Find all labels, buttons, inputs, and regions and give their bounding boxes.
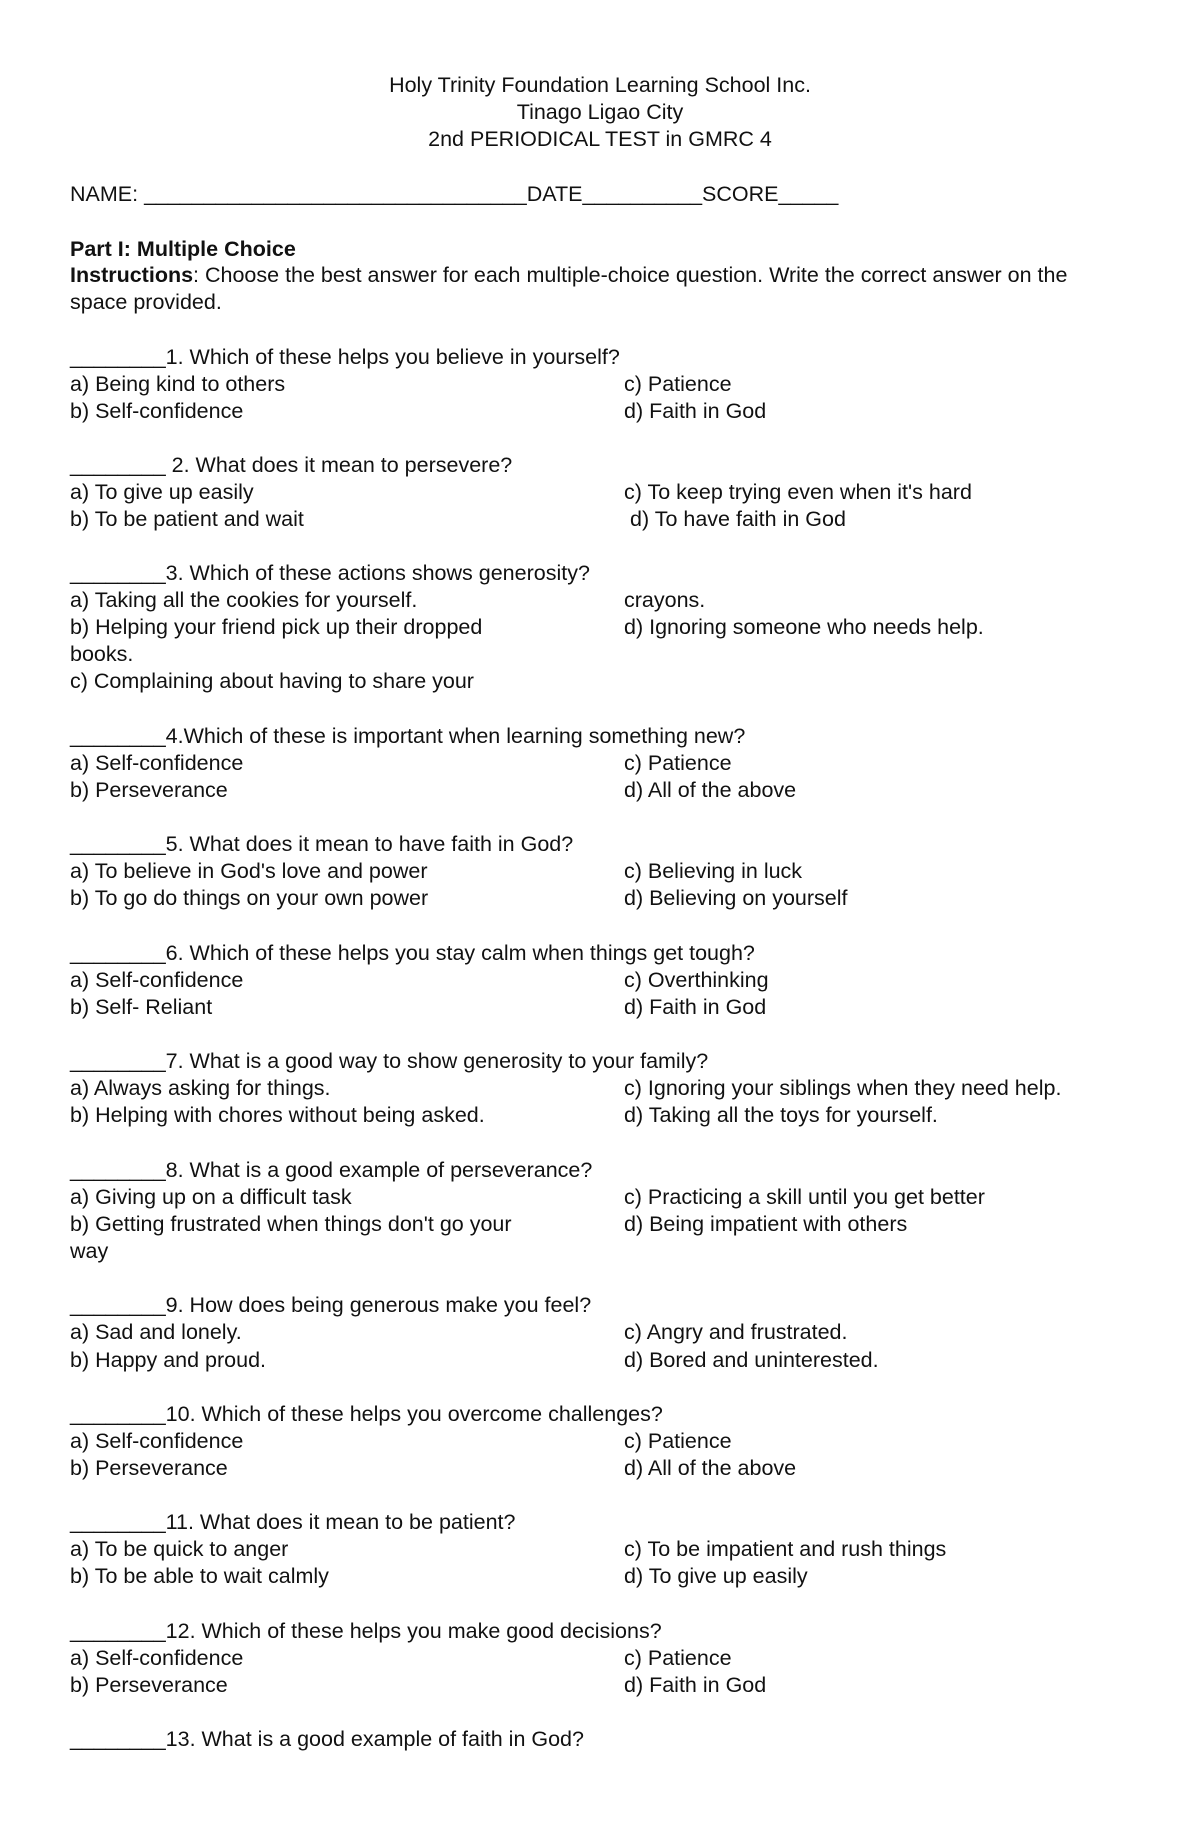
document-header <box>0 72 1200 153</box>
q8-option-b-cont: way <box>70 1239 109 1263</box>
instructions-text: : Choose the best answer for each multiple-choice question. Write the correct answer on the space provided. <box>70 263 1068 314</box>
q12-option-a: a) Self-confidence <box>70 1646 244 1670</box>
q8-option-a: a) Giving up on a difficult task <box>70 1185 352 1209</box>
q7-option-a: a) Always asking for things. <box>70 1076 331 1100</box>
q6-option-a: a) Self-confidence <box>70 968 244 992</box>
q12-option-d: d) Faith in God <box>624 1673 767 1697</box>
question-13: ________13. What is a good example of faith in God? <box>70 1727 584 1751</box>
student-info-line <box>70 181 838 208</box>
q2-option-b: b) To be patient and wait <box>70 507 304 531</box>
q4-option-c: c) Patience <box>624 751 732 775</box>
question-10: ________10. Which of these helps you overcome challenges? <box>70 1402 663 1426</box>
q6-option-b: b) Self- Reliant <box>70 995 213 1019</box>
q1-option-a: a) Being kind to others <box>70 372 286 396</box>
q3-option-d: d) Ignoring someone who needs help. <box>624 615 984 639</box>
q10-option-c: c) Patience <box>624 1429 732 1453</box>
q7-option-d: d) Taking all the toys for yourself. <box>624 1103 938 1127</box>
q2-option-c: c) To keep trying even when it's hard <box>624 480 972 504</box>
school-name: Holy Trinity Foundation Learning School Inc. <box>389 73 811 97</box>
q9-option-c: c) Angry and frustrated. <box>624 1320 848 1344</box>
q4-option-a: a) Self-confidence <box>70 751 244 775</box>
q3-option-b: b) Helping your friend pick up their dropped <box>70 615 483 639</box>
question-12: ________12. Which of these helps you make good decisions? <box>70 1619 662 1643</box>
q3-option-c-cont: crayons. <box>624 588 706 612</box>
q3-option-a: a) Taking all the cookies for yourself. <box>70 588 418 612</box>
question-7: ________7. What is a good way to show generosity to your family? <box>70 1049 709 1073</box>
instructions-label: Instructions <box>70 263 194 287</box>
q1-option-c: c) Patience <box>624 372 732 396</box>
q11-option-a: a) To be quick to anger <box>70 1537 289 1561</box>
question-5: ________5. What does it mean to have faith in God? <box>70 832 574 856</box>
q12-option-b: b) Perseverance <box>70 1673 228 1697</box>
q5-option-b: b) To go do things on your own power <box>70 886 429 910</box>
q11-option-c: c) To be impatient and rush things <box>624 1537 947 1561</box>
q5-option-d: d) Believing on yourself <box>624 886 848 910</box>
q8-option-d: d) Being impatient with others <box>624 1212 908 1236</box>
question-3: ________3. Which of these actions shows generosity? <box>70 561 590 585</box>
q5-option-a: a) To believe in God's love and power <box>70 859 428 883</box>
test-title: 2nd PERIODICAL TEST in GMRC 4 <box>428 127 772 151</box>
q7-option-b: b) Helping with chores without being asked. <box>70 1103 485 1127</box>
q4-option-b: b) Perseverance <box>70 778 228 802</box>
q12-option-c: c) Patience <box>624 1646 732 1670</box>
city-name: Tinago Ligao City <box>516 100 684 124</box>
q3-option-b-cont: books. <box>70 642 134 666</box>
q2-option-d: d) To have faith in God <box>630 507 846 531</box>
q11-option-b: b) To be able to wait calmly <box>70 1564 329 1588</box>
q5-option-c: c) Believing in luck <box>624 859 803 883</box>
q10-option-a: a) Self-confidence <box>70 1429 244 1453</box>
q4-option-d: d) All of the above <box>624 778 797 802</box>
question-9: ________9. How does being generous make you feel? <box>70 1293 592 1317</box>
q10-option-d: d) All of the above <box>624 1456 797 1480</box>
q8-option-c: c) Practicing a skill until you get better <box>624 1185 985 1209</box>
q2-option-a: a) To give up easily <box>70 480 254 504</box>
q9-option-b: b) Happy and proud. <box>70 1348 267 1372</box>
question-4: ________4.Which of these is important when learning something new? <box>70 724 746 748</box>
q6-option-c: c) Overthinking <box>624 968 769 992</box>
q11-option-d: d) To give up easily <box>624 1564 808 1588</box>
q7-option-c: c) Ignoring your siblings when they need help. <box>624 1076 1062 1100</box>
q9-option-d: d) Bored and uninterested. <box>624 1348 879 1372</box>
q8-option-b: b) Getting frustrated when things don't go your <box>70 1212 512 1236</box>
q10-option-b: b) Perseverance <box>70 1456 228 1480</box>
date-field: DATE__________ <box>526 182 703 206</box>
q1-option-b: b) Self-confidence <box>70 399 244 423</box>
question-1: ________1. Which of these helps you believe in yourself? <box>70 345 620 369</box>
q1-option-d: d) Faith in God <box>624 399 767 423</box>
question-8: ________8. What is a good example of perseverance? <box>70 1158 593 1182</box>
q6-option-d: d) Faith in God <box>624 995 767 1019</box>
q3-option-c: c) Complaining about having to share your <box>70 669 474 693</box>
score-field: SCORE_____ <box>702 182 839 206</box>
instructions <box>70 262 1130 316</box>
question-6: ________6. Which of these helps you stay calm when things get tough? <box>70 941 755 965</box>
q9-option-a: a) Sad and lonely. <box>70 1320 242 1344</box>
question-11: ________11. What does it mean to be patient? <box>70 1510 516 1534</box>
question-2: ________ 2. What does it mean to persevere? <box>70 453 513 477</box>
name-field: NAME: ________________________________ <box>70 182 527 206</box>
part-title: Part I: Multiple Choice <box>70 237 296 261</box>
